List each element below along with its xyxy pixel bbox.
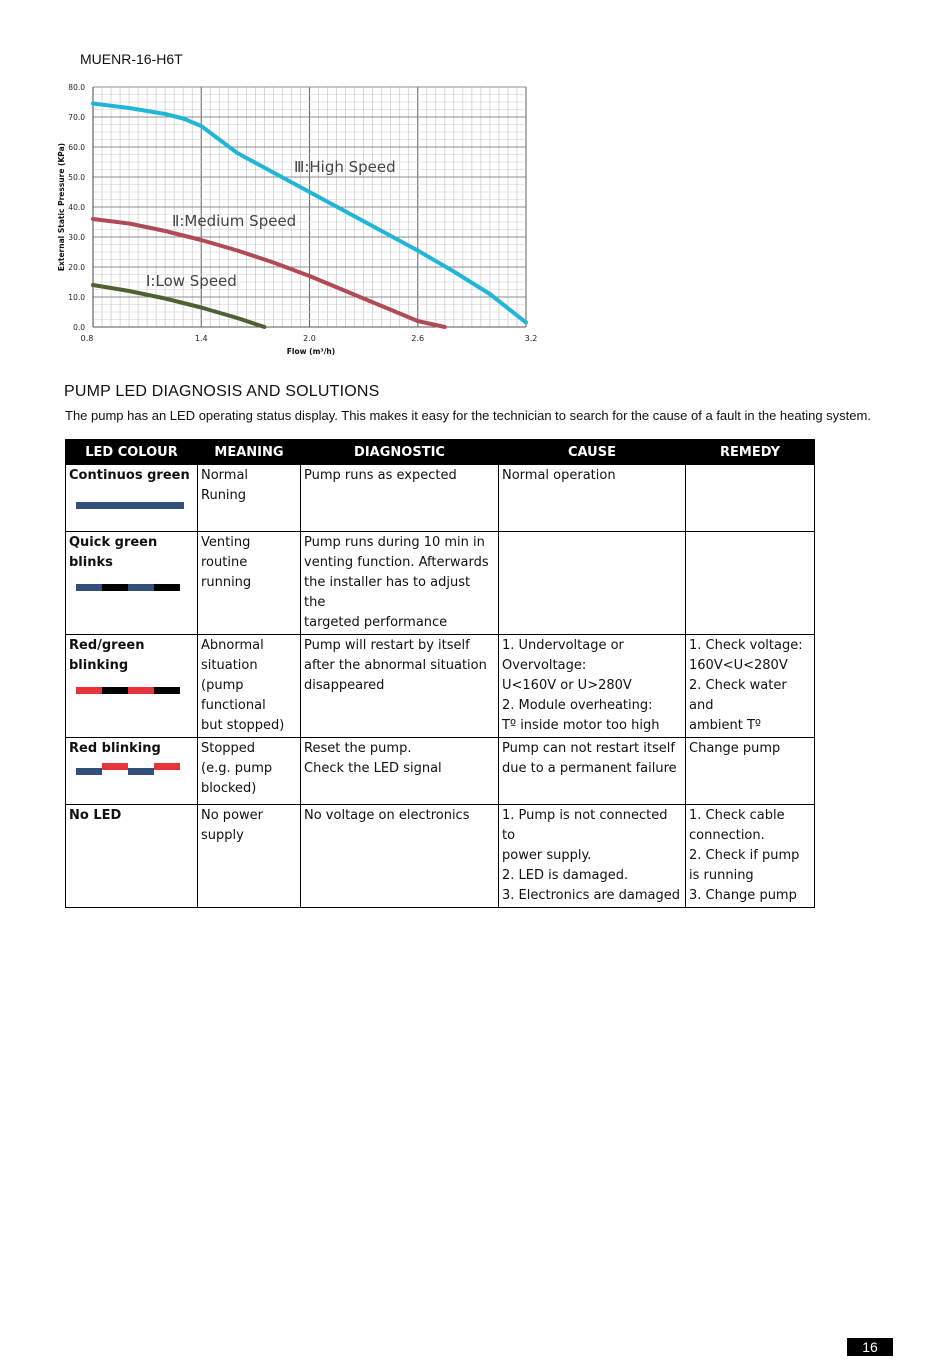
page-number: 16 [847, 1338, 893, 1356]
led-cell [66, 738, 198, 805]
y-tick-label: 50.0 [68, 173, 85, 182]
led-cell [66, 465, 198, 532]
cause-cell [499, 532, 686, 635]
x-axis-title: Flow (m³/h) [286, 347, 336, 356]
diagnostic-cell: Reset the pump. Check the LED signal [301, 738, 499, 805]
series-line [93, 285, 264, 327]
meaning-cell: Stopped (e.g. pump blocked) [198, 738, 301, 805]
led-name: Red blinking [69, 741, 161, 756]
diagnostic-cell: Pump runs during 10 min in venting function. Afterwards the installer has to adjust the targeted performance [301, 532, 499, 635]
remedy-cell: 1. Check cable connection. 2. Check if pump is running 3. Change pump [686, 805, 815, 908]
cause-cell: 1. Undervoltage or Overvoltage: U<160V or U>280V 2. Module overheating: Tº inside motor too high [499, 635, 686, 738]
y-tick-label: 10.0 [68, 293, 85, 302]
remedy-cell: Change pump [686, 738, 815, 805]
y-tick-label: 30.0 [68, 233, 85, 242]
meaning-cell: Abnormal situation (pump functional but stopped) [198, 635, 301, 738]
series-label: Ⅰ:Low Speed [146, 272, 237, 290]
table-header-row [66, 440, 815, 465]
led-cell [66, 805, 198, 908]
section-title: PUMP LED DIAGNOSIS AND SOLUTIONS [64, 383, 380, 400]
y-tick-label: 70.0 [68, 113, 85, 122]
model-title: MUENR-16-H6T [80, 51, 183, 67]
header-meaning: MEANING [198, 440, 301, 465]
y-tick-label: 80.0 [68, 83, 85, 92]
table-row [66, 532, 815, 635]
y-axis-title: External Static Pressure (KPa) [57, 142, 66, 272]
meaning-cell: Venting routine running [198, 532, 301, 635]
x-tick-label: 2.6 [411, 334, 425, 343]
led-diagnosis-table [65, 439, 815, 908]
y-tick-label: 20.0 [68, 263, 85, 272]
led-name: Quick green blinks [69, 535, 158, 570]
meaning-cell: No power supply [198, 805, 301, 908]
table-row [66, 738, 815, 805]
diagnostic-cell: No voltage on electronics [301, 805, 499, 908]
led-name: Red/green blinking [69, 638, 145, 673]
led-name: No LED [69, 808, 122, 823]
intro-text: The pump has an LED operating status display. This makes it easy for the technician to search for the cause of a fault in the heating system. [65, 408, 871, 423]
led-name: Continuos green [69, 468, 190, 483]
meaning-cell: Normal Runing [198, 465, 301, 532]
table-row [66, 635, 815, 738]
series-label: Ⅲ:High Speed [294, 158, 396, 176]
diagnostic-cell: Pump runs as expected [301, 465, 499, 532]
x-tick-label: 0.8 [80, 334, 94, 343]
header-diagnostic: DIAGNOSTIC [301, 440, 499, 465]
led-continuous-green-swatch [76, 502, 194, 509]
x-tick-label: 3.2 [524, 334, 538, 343]
cause-cell: Normal operation [499, 465, 686, 532]
y-tick-label: 60.0 [68, 143, 85, 152]
flow-pressure-chart [0, 0, 560, 370]
y-tick-label: 40.0 [68, 203, 85, 212]
cause-cell: Pump can not restart itself due to a permanent failure [499, 738, 686, 805]
remedy-cell [686, 465, 815, 532]
led-cell [66, 635, 198, 738]
series-label: Ⅱ:Medium Speed [172, 212, 297, 230]
led-quick-green-swatch [76, 584, 194, 591]
header-led-colour: LED COLOUR [66, 440, 198, 465]
diagnostic-cell: Pump will restart by itself after the abnormal situation disappeared [301, 635, 499, 738]
x-tick-label: 1.4 [194, 334, 208, 343]
led-red-green-swatch [76, 687, 194, 694]
remedy-cell [686, 532, 815, 635]
header-remedy: REMEDY [686, 440, 815, 465]
header-cause: CAUSE [499, 440, 686, 465]
table-row [66, 805, 815, 908]
y-tick-label: 0.0 [73, 323, 85, 332]
x-tick-label: 2.0 [303, 334, 316, 343]
led-red-blinking-swatch [76, 763, 194, 779]
led-cell [66, 532, 198, 635]
table-row [66, 465, 815, 532]
remedy-cell: 1. Check voltage: 160V<U<280V 2. Check water and ambient Tº [686, 635, 815, 738]
cause-cell: 1. Pump is not connected to power supply. 2. LED is damaged. 3. Electronics are damaged [499, 805, 686, 908]
